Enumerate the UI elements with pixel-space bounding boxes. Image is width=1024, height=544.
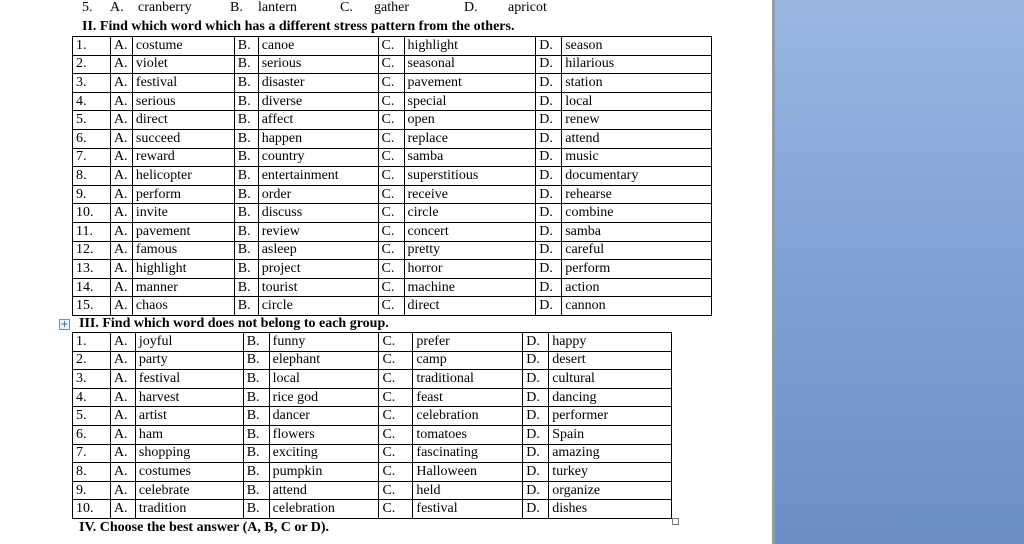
option-c-letter: C. — [379, 500, 413, 519]
option-d-letter: D. — [536, 111, 562, 130]
option-a-word: festival — [132, 74, 234, 93]
option-d-letter: D. — [536, 74, 562, 93]
option-d-letter: D. — [523, 351, 549, 370]
option-d-word: Spain — [549, 425, 672, 444]
option-d-letter: D. — [523, 481, 549, 500]
option-d-letter: D. — [523, 370, 549, 389]
option-b-word: order — [258, 185, 378, 204]
option-c-letter: C. — [378, 148, 404, 167]
group-question-row — [73, 444, 672, 463]
option-c-letter: C. — [379, 481, 413, 500]
option-b-word: exciting — [269, 444, 379, 463]
option-c-word: pretty — [404, 241, 536, 260]
option-a-letter: A. — [110, 241, 132, 260]
option-d-word: renew — [562, 111, 712, 130]
row-number: 7. — [73, 148, 111, 167]
option-d-word: happy — [549, 333, 672, 352]
option-c-word: highlight — [404, 37, 536, 56]
option-c-letter: C. — [378, 185, 404, 204]
option-c-word: horror — [404, 260, 536, 279]
option-c-word: samba — [404, 148, 536, 167]
option-c-letter: C. — [378, 55, 404, 74]
option-b-word: pumpkin — [269, 463, 379, 482]
option-a-letter: A. — [110, 370, 135, 389]
option-b-letter: B. — [243, 463, 269, 482]
option-a-word: helicopter — [132, 167, 234, 186]
group-question-row — [73, 463, 672, 482]
option-d-letter: D. — [536, 260, 562, 279]
option-b-word: local — [269, 370, 379, 389]
row-number: 3. — [73, 370, 111, 389]
option-b-letter: B. — [234, 297, 258, 316]
option-a-word: serious — [132, 92, 234, 111]
option-b-letter: B. — [234, 204, 258, 223]
row-number: 13. — [73, 260, 111, 279]
stress-pattern-table — [72, 36, 712, 316]
option-b-word: project — [258, 260, 378, 279]
group-question-row — [73, 370, 672, 389]
section-4-heading: IV. Choose the best answer (A, B, C or D). — [79, 520, 330, 535]
option-c-letter: C. — [378, 37, 404, 56]
option-d-word: cultural — [549, 370, 672, 389]
option-b-letter: B. — [234, 111, 258, 130]
option-c-letter: C. — [379, 407, 413, 426]
row-number: 9. — [73, 481, 111, 500]
option-c-word: fascinating — [413, 444, 523, 463]
option-d-letter: D. — [536, 37, 562, 56]
row-number: 3. — [73, 74, 111, 93]
option-d-word: dishes — [549, 500, 672, 519]
option-b-letter: B. — [234, 55, 258, 74]
table-move-handle[interactable]: + — [60, 319, 69, 330]
option-d-word: season — [562, 37, 712, 56]
option-d-word: cannon — [562, 297, 712, 316]
option-d-letter: D. — [523, 388, 549, 407]
option-a-letter: A. — [110, 425, 135, 444]
option-d-word: attend — [562, 129, 712, 148]
option-a-word: festival — [135, 370, 243, 389]
option-d-word: amazing — [549, 444, 672, 463]
option-a-letter: A. — [110, 407, 135, 426]
q5-b-word: lantern — [258, 0, 297, 15]
option-b-letter: B. — [243, 444, 269, 463]
group-question-row — [73, 351, 672, 370]
option-a-word: joyful — [135, 333, 243, 352]
option-d-letter: D. — [536, 278, 562, 297]
option-b-letter: B. — [234, 241, 258, 260]
option-c-letter: C. — [378, 260, 404, 279]
question-5-line — [82, 0, 642, 16]
option-d-word: careful — [562, 241, 712, 260]
row-number: 8. — [73, 463, 111, 482]
row-number: 1. — [73, 37, 111, 56]
option-d-letter: D. — [536, 148, 562, 167]
option-a-word: party — [135, 351, 243, 370]
option-b-word: disaster — [258, 74, 378, 93]
option-c-word: superstitious — [404, 167, 536, 186]
row-number: 2. — [73, 351, 111, 370]
option-a-word: famous — [132, 241, 234, 260]
option-d-letter: D. — [536, 241, 562, 260]
option-b-word: circle — [258, 297, 378, 316]
option-a-word: tradition — [135, 500, 243, 519]
option-a-word: celebrate — [135, 481, 243, 500]
option-a-letter: A. — [110, 444, 135, 463]
option-a-letter: A. — [110, 185, 132, 204]
stress-question-row — [73, 278, 712, 297]
option-b-letter: B. — [243, 481, 269, 500]
option-a-letter: A. — [110, 388, 135, 407]
option-c-letter: C. — [378, 111, 404, 130]
option-b-letter: B. — [234, 185, 258, 204]
option-d-word: station — [562, 74, 712, 93]
option-d-letter: D. — [523, 500, 549, 519]
option-d-word: rehearse — [562, 185, 712, 204]
option-b-word: entertainment — [258, 167, 378, 186]
option-b-letter: B. — [234, 92, 258, 111]
section-2-heading: II. Find which word which has a different stress pattern from the others. — [82, 19, 515, 34]
stress-question-row — [73, 185, 712, 204]
option-c-word: receive — [404, 185, 536, 204]
option-a-letter: A. — [110, 351, 135, 370]
stress-question-row — [73, 260, 712, 279]
option-d-word: performer — [549, 407, 672, 426]
option-b-word: asleep — [258, 241, 378, 260]
section-3-heading: III. Find which word does not belong to each group. — [79, 316, 389, 331]
option-c-word: special — [404, 92, 536, 111]
row-number: 11. — [73, 222, 111, 241]
option-b-letter: B. — [234, 167, 258, 186]
option-d-word: hilarious — [562, 55, 712, 74]
group-question-row — [73, 481, 672, 500]
option-c-letter: C. — [379, 333, 413, 352]
option-d-word: turkey — [549, 463, 672, 482]
option-b-letter: B. — [243, 425, 269, 444]
q5-d-letter: D. — [464, 0, 478, 15]
option-a-letter: A. — [110, 500, 135, 519]
option-d-word: samba — [562, 222, 712, 241]
row-number: 10. — [73, 500, 111, 519]
option-c-letter: C. — [378, 129, 404, 148]
option-b-letter: B. — [234, 278, 258, 297]
option-a-letter: A. — [110, 111, 132, 130]
row-number: 15. — [73, 297, 111, 316]
option-d-letter: D. — [536, 167, 562, 186]
option-b-word: discuss — [258, 204, 378, 223]
option-a-letter: A. — [110, 260, 132, 279]
option-a-letter: A. — [110, 481, 135, 500]
stress-question-row — [73, 37, 712, 56]
option-c-letter: C. — [379, 388, 413, 407]
option-d-word: music — [562, 148, 712, 167]
stress-question-row — [73, 204, 712, 223]
row-number: 9. — [73, 185, 111, 204]
option-a-word: pavement — [132, 222, 234, 241]
odd-one-out-table — [72, 332, 672, 519]
option-a-word: highlight — [132, 260, 234, 279]
q5-c-word: gather — [374, 0, 409, 15]
q5-a-letter: A. — [110, 0, 124, 15]
option-c-word: concert — [404, 222, 536, 241]
option-c-letter: C. — [379, 444, 413, 463]
option-b-word: dancer — [269, 407, 379, 426]
option-b-letter: B. — [234, 129, 258, 148]
option-d-word: action — [562, 278, 712, 297]
option-d-word: documentary — [562, 167, 712, 186]
option-c-letter: C. — [378, 278, 404, 297]
option-c-letter: C. — [379, 351, 413, 370]
option-b-word: flowers — [269, 425, 379, 444]
q5-c-letter: C. — [340, 0, 353, 15]
option-c-word: camp — [413, 351, 523, 370]
stress-question-row — [73, 92, 712, 111]
q5-d-word: apricot — [508, 0, 547, 15]
option-d-letter: D. — [523, 407, 549, 426]
stress-question-row — [73, 55, 712, 74]
row-number: 12. — [73, 241, 111, 260]
option-d-letter: D. — [536, 55, 562, 74]
q5-number: 5. — [82, 0, 93, 15]
option-b-word: canoe — [258, 37, 378, 56]
group-question-row — [73, 388, 672, 407]
option-d-word: local — [562, 92, 712, 111]
stress-question-row — [73, 167, 712, 186]
row-number: 5. — [73, 111, 111, 130]
option-b-letter: B. — [243, 333, 269, 352]
group-question-row — [73, 407, 672, 426]
group-question-row — [73, 425, 672, 444]
option-c-letter: C. — [378, 167, 404, 186]
option-c-word: Halloween — [413, 463, 523, 482]
stress-question-row — [73, 111, 712, 130]
option-c-word: seasonal — [404, 55, 536, 74]
option-c-word: circle — [404, 204, 536, 223]
option-c-word: celebration — [413, 407, 523, 426]
option-c-word: replace — [404, 129, 536, 148]
option-a-letter: A. — [110, 37, 132, 56]
option-d-letter: D. — [536, 297, 562, 316]
row-number: 14. — [73, 278, 111, 297]
option-a-letter: A. — [110, 92, 132, 111]
stress-question-row — [73, 148, 712, 167]
option-a-word: perform — [132, 185, 234, 204]
option-d-word: perform — [562, 260, 712, 279]
option-c-word: traditional — [413, 370, 523, 389]
stress-question-row — [73, 129, 712, 148]
option-c-letter: C. — [378, 297, 404, 316]
option-b-word: attend — [269, 481, 379, 500]
option-c-word: direct — [404, 297, 536, 316]
option-c-letter: C. — [379, 463, 413, 482]
option-a-word: direct — [132, 111, 234, 130]
stress-question-row — [73, 222, 712, 241]
option-a-word: costumes — [135, 463, 243, 482]
option-a-letter: A. — [110, 129, 132, 148]
row-number: 7. — [73, 444, 111, 463]
stress-question-row — [73, 241, 712, 260]
option-b-word: funny — [269, 333, 379, 352]
option-b-word: rice god — [269, 388, 379, 407]
row-number: 4. — [73, 388, 111, 407]
row-number: 6. — [73, 129, 111, 148]
option-c-letter: C. — [378, 204, 404, 223]
option-d-letter: D. — [536, 92, 562, 111]
option-c-letter: C. — [378, 241, 404, 260]
group-question-row — [73, 333, 672, 352]
option-a-word: artist — [135, 407, 243, 426]
option-d-word: desert — [549, 351, 672, 370]
option-b-letter: B. — [234, 37, 258, 56]
option-c-letter: C. — [378, 222, 404, 241]
option-a-letter: A. — [110, 55, 132, 74]
option-a-word: succeed — [132, 129, 234, 148]
option-b-word: serious — [258, 55, 378, 74]
option-c-word: festival — [413, 500, 523, 519]
option-b-letter: B. — [234, 260, 258, 279]
option-d-letter: D. — [523, 463, 549, 482]
option-a-letter: A. — [110, 74, 132, 93]
option-c-letter: C. — [378, 92, 404, 111]
option-b-letter: B. — [234, 222, 258, 241]
option-b-letter: B. — [243, 370, 269, 389]
option-c-word: tomatoes — [413, 425, 523, 444]
option-a-letter: A. — [110, 278, 132, 297]
q5-a-word: cranberry — [138, 0, 192, 15]
option-a-word: invite — [132, 204, 234, 223]
option-b-word: review — [258, 222, 378, 241]
option-d-word: organize — [549, 481, 672, 500]
option-c-letter: C. — [379, 370, 413, 389]
option-d-letter: D. — [536, 222, 562, 241]
option-b-word: diverse — [258, 92, 378, 111]
option-b-letter: B. — [234, 148, 258, 167]
option-d-letter: D. — [536, 129, 562, 148]
row-number: 2. — [73, 55, 111, 74]
option-c-letter: C. — [378, 74, 404, 93]
option-a-word: reward — [132, 148, 234, 167]
option-d-letter: D. — [536, 185, 562, 204]
row-number: 10. — [73, 204, 111, 223]
option-b-letter: B. — [243, 388, 269, 407]
option-a-word: manner — [132, 278, 234, 297]
option-a-letter: A. — [110, 463, 135, 482]
option-a-letter: A. — [110, 204, 132, 223]
option-b-word: happen — [258, 129, 378, 148]
group-question-row — [73, 500, 672, 519]
row-number: 8. — [73, 167, 111, 186]
option-c-word: held — [413, 481, 523, 500]
row-number: 4. — [73, 92, 111, 111]
table-resize-handle[interactable] — [672, 518, 679, 525]
option-a-word: ham — [135, 425, 243, 444]
option-a-letter: A. — [110, 222, 132, 241]
option-a-letter: A. — [110, 333, 135, 352]
option-b-letter: B. — [243, 500, 269, 519]
option-b-letter: B. — [243, 407, 269, 426]
stress-question-row — [73, 74, 712, 93]
option-c-letter: C. — [379, 425, 413, 444]
option-d-letter: D. — [536, 204, 562, 223]
row-number: 1. — [73, 333, 111, 352]
option-c-word: pavement — [404, 74, 536, 93]
option-b-word: tourist — [258, 278, 378, 297]
option-b-letter: B. — [243, 351, 269, 370]
option-d-letter: D. — [523, 333, 549, 352]
option-d-letter: D. — [523, 425, 549, 444]
option-b-letter: B. — [234, 74, 258, 93]
stress-question-row — [73, 297, 712, 316]
option-a-letter: A. — [110, 167, 132, 186]
option-b-word: affect — [258, 111, 378, 130]
option-a-word: shopping — [135, 444, 243, 463]
option-b-word: country — [258, 148, 378, 167]
option-a-word: violet — [132, 55, 234, 74]
option-a-letter: A. — [110, 297, 132, 316]
option-d-word: combine — [562, 204, 712, 223]
option-b-word: elephant — [269, 351, 379, 370]
option-d-word: dancing — [549, 388, 672, 407]
option-d-letter: D. — [523, 444, 549, 463]
option-c-word: open — [404, 111, 536, 130]
option-c-word: prefer — [413, 333, 523, 352]
option-b-word: celebration — [269, 500, 379, 519]
option-a-letter: A. — [110, 148, 132, 167]
option-a-word: costume — [132, 37, 234, 56]
option-c-word: feast — [413, 388, 523, 407]
workspace-background — [775, 0, 1024, 544]
row-number: 6. — [73, 425, 111, 444]
option-a-word: harvest — [135, 388, 243, 407]
row-number: 5. — [73, 407, 111, 426]
option-a-word: chaos — [132, 297, 234, 316]
option-c-word: machine — [404, 278, 536, 297]
q5-b-letter: B. — [230, 0, 243, 15]
